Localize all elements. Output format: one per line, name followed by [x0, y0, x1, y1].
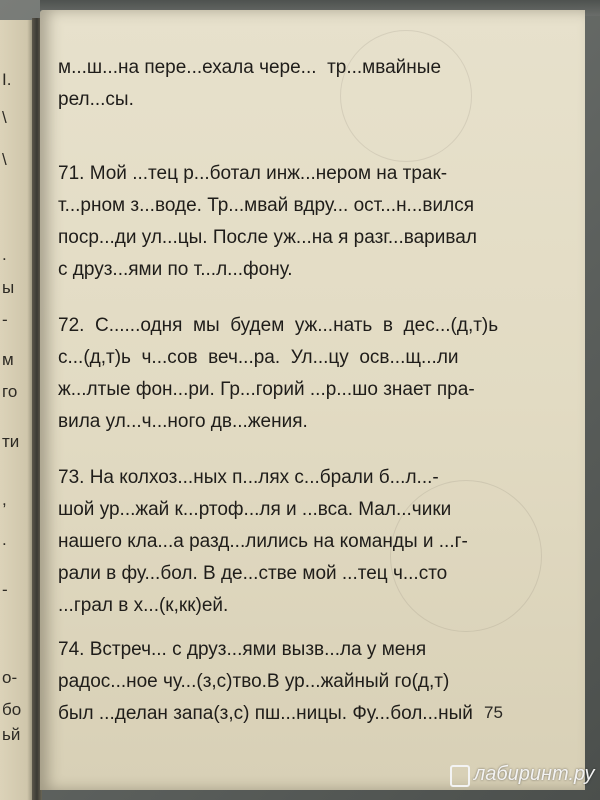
- left-fragment: ы: [2, 278, 15, 297]
- left-fragment: ьй: [2, 725, 21, 744]
- exercise-73-line: 73. На колхоз...ных п...лях с...брали б...л...-: [58, 467, 439, 488]
- exercise-72-line: ж...лтые фон...ри. Гр...горий ...р...шо знает пра-: [58, 379, 475, 400]
- exercise-73-line: шой ур...жай к...ртоф...ля и ...вса. Мал...чики: [58, 499, 452, 520]
- exercise-73-line: рали в фу...бол. В де...стве мой ...тец ч...сто: [58, 563, 448, 584]
- exercise-72-line: вила ул...ч...ного дв...жения.: [58, 411, 308, 432]
- left-fragment: .: [2, 530, 7, 549]
- page-number: 75: [484, 703, 503, 722]
- exercise-74-line: был ...делан запа(з,с) пш...ницы. Фу...бол...ный: [58, 703, 473, 724]
- left-fragment: ти: [2, 432, 20, 451]
- faint-illustration: [340, 30, 472, 162]
- watermark: [450, 763, 594, 786]
- left-fragment: .: [2, 245, 7, 264]
- watermark-text: лабиринт.ру: [474, 763, 595, 785]
- exercise-73-line: нашего кла...а разд...лились на команды и ...г-: [58, 531, 468, 552]
- exercise-74-line: 74. Встреч... с друз...ями вызв...ла у меня: [58, 639, 427, 660]
- left-fragment: ,: [2, 490, 7, 509]
- labirint-logo-icon: [450, 765, 470, 787]
- text-line: рел...сы.: [58, 89, 134, 110]
- exercise-71-line: поср...ди ул...цы. После уж...на я разг...варивал: [58, 227, 477, 248]
- left-fragment: \: [2, 108, 7, 127]
- exercise-71-line: с друз...ями по т...л...фону.: [58, 259, 293, 280]
- left-page: [0, 20, 34, 800]
- exercise-72-line: 72. С......одня мы будем уж...нать в дес...(д,т)ь: [58, 315, 499, 336]
- left-fragment: бо: [2, 700, 22, 719]
- left-fragment: о-: [2, 668, 18, 687]
- exercise-71-line: 71. Мой ...тец р...ботал инж...нером на трак-: [58, 163, 448, 184]
- exercise-73-line: ...грал в х...(к,кк)ей.: [58, 595, 229, 616]
- exercise-72-line: с...(д,т)ь ч...сов веч...ра. Ул...цу осв...щ...ли: [58, 347, 459, 368]
- left-fragment: \: [2, 150, 7, 169]
- text-line: м...ш...на пере...ехала чере... тр...мвайные: [58, 57, 442, 78]
- left-fragment: го: [2, 382, 18, 401]
- exercise-71-line: т...рном з...воде. Тр...мвай вдру... ост...н...вился: [58, 195, 474, 216]
- left-fragment: -: [2, 310, 8, 329]
- left-fragment: м: [2, 350, 14, 369]
- left-fragment: I.: [2, 70, 12, 89]
- exercise-74-line: радос...ное чу...(з,с)тво.В ур...жайный го(д,т): [58, 671, 450, 692]
- left-fragment: -: [2, 580, 8, 599]
